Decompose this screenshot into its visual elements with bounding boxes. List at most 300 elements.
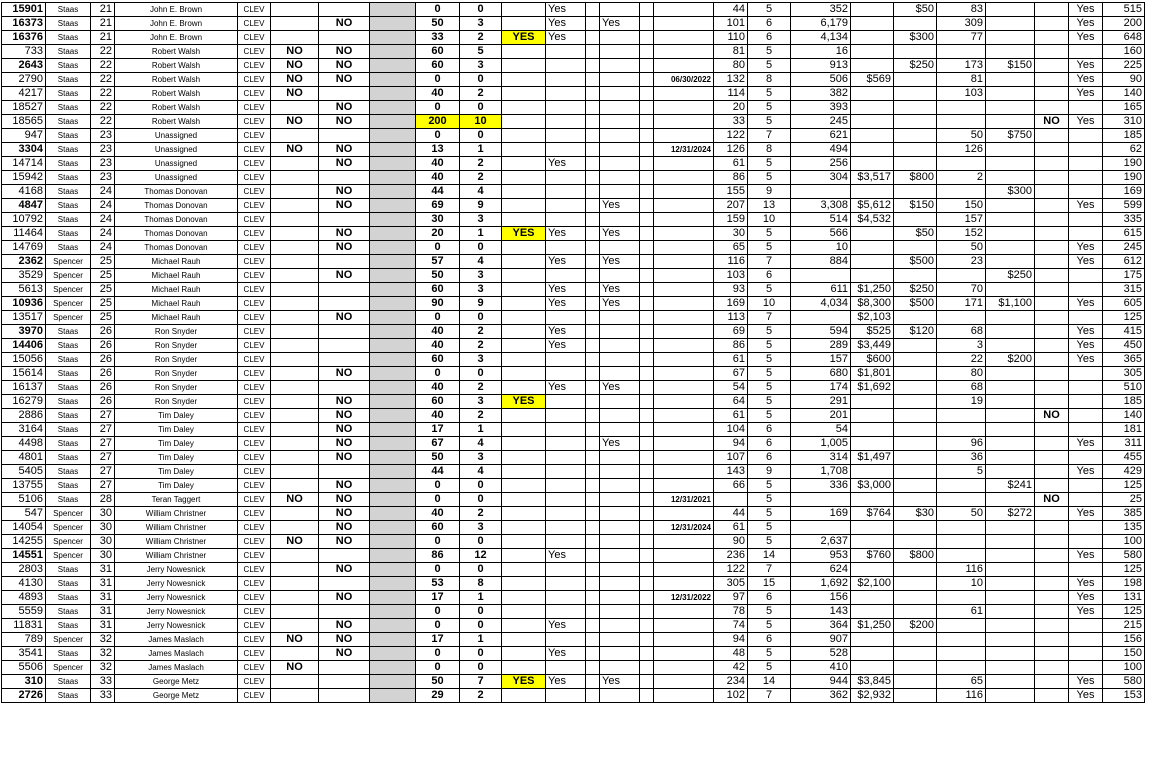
count-a-cell: 0 bbox=[416, 647, 460, 661]
route-cell: 33 bbox=[91, 675, 115, 689]
driver-cell: Robert Walsh bbox=[115, 87, 238, 101]
date-cell: 12/31/2021 bbox=[654, 493, 714, 507]
value-m-cell: 20 bbox=[714, 101, 748, 115]
blank-cell bbox=[586, 591, 600, 605]
yes-col3-cell: Yes bbox=[1069, 465, 1103, 479]
amount-p-cell bbox=[851, 633, 894, 647]
yes-col3-cell: Yes bbox=[1069, 59, 1103, 73]
date-cell bbox=[654, 577, 714, 591]
blank-cell bbox=[586, 3, 600, 17]
record-id-cell: 2790 bbox=[2, 73, 46, 87]
total-cell: 175 bbox=[1103, 269, 1145, 283]
value-n-cell: 6 bbox=[748, 423, 791, 437]
location-cell: CLEV bbox=[238, 129, 271, 143]
total-cell: 185 bbox=[1103, 129, 1145, 143]
value-m-cell: 64 bbox=[714, 395, 748, 409]
location-cell: CLEV bbox=[238, 297, 271, 311]
blank-cell bbox=[640, 129, 654, 143]
no-flag-cell bbox=[1035, 689, 1069, 703]
value-n-cell: 8 bbox=[748, 73, 791, 87]
amount-q-cell bbox=[894, 115, 937, 129]
count-b-cell: 0 bbox=[460, 311, 502, 325]
table-row bbox=[2, 129, 1145, 143]
record-id-cell: 4847 bbox=[2, 199, 46, 213]
amount-q-cell: $250 bbox=[894, 59, 937, 73]
record-id-cell: 13755 bbox=[2, 479, 46, 493]
value-r-cell: 2 bbox=[937, 171, 986, 185]
route-cell: 31 bbox=[91, 591, 115, 605]
yes-col3-cell bbox=[1069, 619, 1103, 633]
value-r-cell bbox=[937, 185, 986, 199]
total-cell: 125 bbox=[1103, 479, 1145, 493]
value-o-cell: 291 bbox=[791, 395, 851, 409]
date-cell bbox=[654, 395, 714, 409]
blank-cell bbox=[640, 185, 654, 199]
flag2-cell: NO bbox=[319, 633, 370, 647]
blank-cell bbox=[640, 535, 654, 549]
shaded-cell bbox=[370, 325, 416, 339]
route-cell: 25 bbox=[91, 283, 115, 297]
amount-q-cell bbox=[894, 409, 937, 423]
value-o-cell: 314 bbox=[791, 451, 851, 465]
amount-q-cell: $500 bbox=[894, 255, 937, 269]
no-flag-cell bbox=[1035, 129, 1069, 143]
total-cell: 580 bbox=[1103, 549, 1145, 563]
total-cell: 305 bbox=[1103, 367, 1145, 381]
route-cell: 22 bbox=[91, 59, 115, 73]
value-o-cell: 514 bbox=[791, 213, 851, 227]
location-cell: CLEV bbox=[238, 199, 271, 213]
agency-cell: Staas bbox=[46, 451, 91, 465]
agency-cell: Staas bbox=[46, 591, 91, 605]
no-flag-cell bbox=[1035, 311, 1069, 325]
value-m-cell: 66 bbox=[714, 479, 748, 493]
driver-cell: Ron Snyder bbox=[115, 395, 238, 409]
total-cell: 169 bbox=[1103, 185, 1145, 199]
agency-cell: Staas bbox=[46, 675, 91, 689]
count-b-cell: 0 bbox=[460, 367, 502, 381]
amount-q-cell bbox=[894, 17, 937, 31]
value-n-cell: 5 bbox=[748, 381, 791, 395]
shaded-cell bbox=[370, 689, 416, 703]
driver-cell: George Metz bbox=[115, 689, 238, 703]
record-id-cell: 5613 bbox=[2, 283, 46, 297]
shaded-cell bbox=[370, 549, 416, 563]
total-cell: 140 bbox=[1103, 87, 1145, 101]
value-m-cell: 81 bbox=[714, 45, 748, 59]
date-cell bbox=[654, 311, 714, 325]
count-a-cell: 0 bbox=[416, 3, 460, 17]
yes-col1-cell: Yes bbox=[546, 255, 586, 269]
yes-col3-cell: Yes bbox=[1069, 17, 1103, 31]
date-cell bbox=[654, 353, 714, 367]
total-cell: 455 bbox=[1103, 451, 1145, 465]
driver-cell: James Maslach bbox=[115, 661, 238, 675]
record-id-cell: 2886 bbox=[2, 409, 46, 423]
count-a-cell: 0 bbox=[416, 493, 460, 507]
no-flag-cell bbox=[1035, 675, 1069, 689]
route-cell: 33 bbox=[91, 689, 115, 703]
amount-s-cell: $241 bbox=[986, 479, 1035, 493]
amount-q-cell bbox=[894, 689, 937, 703]
date-cell bbox=[654, 367, 714, 381]
no-flag-cell bbox=[1035, 367, 1069, 381]
count-a-cell: 57 bbox=[416, 255, 460, 269]
yes-col1-cell bbox=[546, 661, 586, 675]
yes-col2-cell bbox=[600, 465, 640, 479]
yes-col2-cell bbox=[600, 143, 640, 157]
count-b-cell: 0 bbox=[460, 647, 502, 661]
location-cell: CLEV bbox=[238, 521, 271, 535]
value-m-cell: 159 bbox=[714, 213, 748, 227]
location-cell: CLEV bbox=[238, 479, 271, 493]
value-r-cell: 10 bbox=[937, 577, 986, 591]
table-row bbox=[2, 311, 1145, 325]
yes-flag-cell bbox=[502, 283, 546, 297]
value-n-cell: 6 bbox=[748, 633, 791, 647]
value-r-cell: 65 bbox=[937, 675, 986, 689]
flag1-cell bbox=[271, 647, 319, 661]
amount-s-cell bbox=[986, 101, 1035, 115]
value-o-cell: 382 bbox=[791, 87, 851, 101]
amount-p-cell bbox=[851, 563, 894, 577]
date-cell bbox=[654, 255, 714, 269]
value-r-cell: 50 bbox=[937, 507, 986, 521]
value-r-cell bbox=[937, 619, 986, 633]
value-m-cell: 80 bbox=[714, 59, 748, 73]
table-row bbox=[2, 269, 1145, 283]
date-cell bbox=[654, 563, 714, 577]
amount-p-cell bbox=[851, 423, 894, 437]
amount-p-cell: $600 bbox=[851, 353, 894, 367]
value-r-cell bbox=[937, 633, 986, 647]
value-n-cell: 14 bbox=[748, 549, 791, 563]
date-cell bbox=[654, 269, 714, 283]
count-a-cell: 40 bbox=[416, 157, 460, 171]
route-cell: 25 bbox=[91, 297, 115, 311]
date-cell bbox=[654, 17, 714, 31]
flag2-cell bbox=[319, 465, 370, 479]
yes-col2-cell bbox=[600, 521, 640, 535]
amount-q-cell: $150 bbox=[894, 199, 937, 213]
count-b-cell: 3 bbox=[460, 213, 502, 227]
flag1-cell bbox=[271, 199, 319, 213]
blank-cell bbox=[640, 87, 654, 101]
record-id-cell: 2643 bbox=[2, 59, 46, 73]
yes-col2-cell bbox=[600, 367, 640, 381]
total-cell: 605 bbox=[1103, 297, 1145, 311]
amount-p-cell bbox=[851, 521, 894, 535]
yes-flag-cell: YES bbox=[502, 675, 546, 689]
location-cell: CLEV bbox=[238, 591, 271, 605]
yes-col3-cell bbox=[1069, 101, 1103, 115]
flag1-cell bbox=[271, 591, 319, 605]
value-r-cell bbox=[937, 157, 986, 171]
yes-col3-cell: Yes bbox=[1069, 549, 1103, 563]
no-flag-cell bbox=[1035, 143, 1069, 157]
yes-col1-cell bbox=[546, 367, 586, 381]
total-cell: 131 bbox=[1103, 591, 1145, 605]
amount-p-cell: $4,532 bbox=[851, 213, 894, 227]
value-r-cell: 171 bbox=[937, 297, 986, 311]
shaded-cell bbox=[370, 395, 416, 409]
date-cell bbox=[654, 339, 714, 353]
blank-cell bbox=[640, 367, 654, 381]
yes-col1-cell: Yes bbox=[546, 31, 586, 45]
count-b-cell: 4 bbox=[460, 185, 502, 199]
count-b-cell: 2 bbox=[460, 157, 502, 171]
count-a-cell: 13 bbox=[416, 143, 460, 157]
value-n-cell: 10 bbox=[748, 297, 791, 311]
location-cell: CLEV bbox=[238, 17, 271, 31]
count-b-cell: 0 bbox=[460, 241, 502, 255]
yes-flag-cell bbox=[502, 87, 546, 101]
value-m-cell: 122 bbox=[714, 563, 748, 577]
record-id-cell: 3304 bbox=[2, 143, 46, 157]
yes-flag-cell bbox=[502, 661, 546, 675]
yes-col2-cell bbox=[600, 493, 640, 507]
value-r-cell: 68 bbox=[937, 381, 986, 395]
location-cell: CLEV bbox=[238, 325, 271, 339]
location-cell: CLEV bbox=[238, 563, 271, 577]
value-o-cell: 944 bbox=[791, 675, 851, 689]
yes-col3-cell: Yes bbox=[1069, 255, 1103, 269]
count-a-cell: 50 bbox=[416, 269, 460, 283]
value-r-cell: 173 bbox=[937, 59, 986, 73]
total-cell: 198 bbox=[1103, 577, 1145, 591]
total-cell: 310 bbox=[1103, 115, 1145, 129]
flag1-cell bbox=[271, 227, 319, 241]
agency-cell: Spencer bbox=[46, 507, 91, 521]
value-m-cell: 97 bbox=[714, 591, 748, 605]
blank-cell bbox=[640, 451, 654, 465]
flag1-cell bbox=[271, 339, 319, 353]
yes-col3-cell: Yes bbox=[1069, 675, 1103, 689]
blank-cell bbox=[640, 17, 654, 31]
amount-p-cell: $760 bbox=[851, 549, 894, 563]
value-r-cell: 36 bbox=[937, 451, 986, 465]
driver-cell: Robert Walsh bbox=[115, 101, 238, 115]
flag2-cell bbox=[319, 353, 370, 367]
count-a-cell: 0 bbox=[416, 479, 460, 493]
value-o-cell: 1,005 bbox=[791, 437, 851, 451]
value-o-cell: 566 bbox=[791, 227, 851, 241]
count-a-cell: 40 bbox=[416, 381, 460, 395]
yes-col1-cell bbox=[546, 199, 586, 213]
record-id-cell: 4168 bbox=[2, 185, 46, 199]
flag2-cell bbox=[319, 661, 370, 675]
count-a-cell: 0 bbox=[416, 563, 460, 577]
total-cell: 125 bbox=[1103, 311, 1145, 325]
date-cell bbox=[654, 87, 714, 101]
yes-col1-cell bbox=[546, 409, 586, 423]
yes-flag-cell bbox=[502, 549, 546, 563]
blank-cell bbox=[640, 605, 654, 619]
no-flag-cell bbox=[1035, 73, 1069, 87]
no-flag-cell bbox=[1035, 395, 1069, 409]
flag2-cell: NO bbox=[319, 73, 370, 87]
total-cell: 225 bbox=[1103, 59, 1145, 73]
yes-col2-cell: Yes bbox=[600, 17, 640, 31]
yes-col1-cell bbox=[546, 689, 586, 703]
flag2-cell bbox=[319, 689, 370, 703]
total-cell: 385 bbox=[1103, 507, 1145, 521]
table-row bbox=[2, 227, 1145, 241]
count-a-cell: 200 bbox=[416, 115, 460, 129]
no-flag-cell bbox=[1035, 605, 1069, 619]
route-cell: 23 bbox=[91, 143, 115, 157]
record-id-cell: 5405 bbox=[2, 465, 46, 479]
amount-q-cell bbox=[894, 241, 937, 255]
value-m-cell: 102 bbox=[714, 689, 748, 703]
yes-flag-cell bbox=[502, 367, 546, 381]
date-cell bbox=[654, 157, 714, 171]
yes-col1-cell: Yes bbox=[546, 339, 586, 353]
location-cell: CLEV bbox=[238, 311, 271, 325]
value-m-cell: 44 bbox=[714, 507, 748, 521]
amount-p-cell bbox=[851, 535, 894, 549]
yes-flag-cell bbox=[502, 255, 546, 269]
flag2-cell: NO bbox=[319, 311, 370, 325]
driver-cell: Michael Rauh bbox=[115, 311, 238, 325]
blank-cell bbox=[640, 339, 654, 353]
table-row bbox=[2, 661, 1145, 675]
amount-s-cell bbox=[986, 521, 1035, 535]
yes-col2-cell bbox=[600, 59, 640, 73]
value-n-cell: 5 bbox=[748, 535, 791, 549]
amount-p-cell bbox=[851, 493, 894, 507]
blank-cell bbox=[586, 73, 600, 87]
yes-col2-cell bbox=[600, 185, 640, 199]
agency-cell: Staas bbox=[46, 199, 91, 213]
route-cell: 22 bbox=[91, 101, 115, 115]
blank-cell bbox=[586, 353, 600, 367]
yes-col1-cell bbox=[546, 423, 586, 437]
flag1-cell bbox=[271, 423, 319, 437]
record-id-cell: 13517 bbox=[2, 311, 46, 325]
agency-cell: Spencer bbox=[46, 269, 91, 283]
agency-cell: Staas bbox=[46, 479, 91, 493]
yes-col2-cell bbox=[600, 395, 640, 409]
shaded-cell bbox=[370, 633, 416, 647]
yes-col1-cell bbox=[546, 241, 586, 255]
location-cell: CLEV bbox=[238, 185, 271, 199]
amount-q-cell bbox=[894, 577, 937, 591]
date-cell bbox=[654, 675, 714, 689]
yes-col2-cell bbox=[600, 605, 640, 619]
driver-cell: Tim Daley bbox=[115, 451, 238, 465]
shaded-cell bbox=[370, 675, 416, 689]
flag1-cell bbox=[271, 549, 319, 563]
shaded-cell bbox=[370, 115, 416, 129]
value-n-cell: 15 bbox=[748, 577, 791, 591]
amount-q-cell bbox=[894, 423, 937, 437]
driver-cell: Robert Walsh bbox=[115, 45, 238, 59]
no-flag-cell bbox=[1035, 87, 1069, 101]
total-cell: 160 bbox=[1103, 45, 1145, 59]
yes-flag-cell bbox=[502, 101, 546, 115]
count-b-cell: 3 bbox=[460, 269, 502, 283]
amount-s-cell bbox=[986, 143, 1035, 157]
yes-col3-cell bbox=[1069, 521, 1103, 535]
blank-cell bbox=[640, 45, 654, 59]
yes-flag-cell bbox=[502, 143, 546, 157]
driver-cell: Robert Walsh bbox=[115, 59, 238, 73]
amount-q-cell: $300 bbox=[894, 31, 937, 45]
value-r-cell bbox=[937, 591, 986, 605]
driver-cell: William Christner bbox=[115, 549, 238, 563]
amount-p-cell: $1,497 bbox=[851, 451, 894, 465]
value-o-cell: 4,134 bbox=[791, 31, 851, 45]
flag2-cell bbox=[319, 3, 370, 17]
amount-p-cell: $2,932 bbox=[851, 689, 894, 703]
amount-q-cell bbox=[894, 605, 937, 619]
count-b-cell: 0 bbox=[460, 479, 502, 493]
yes-col1-cell bbox=[546, 269, 586, 283]
amount-q-cell bbox=[894, 129, 937, 143]
count-b-cell: 2 bbox=[460, 31, 502, 45]
location-cell: CLEV bbox=[238, 31, 271, 45]
driver-cell: Ron Snyder bbox=[115, 325, 238, 339]
flag1-cell: NO bbox=[271, 143, 319, 157]
amount-s-cell bbox=[986, 437, 1035, 451]
count-a-cell: 40 bbox=[416, 171, 460, 185]
count-a-cell: 40 bbox=[416, 325, 460, 339]
agency-cell: Spencer bbox=[46, 661, 91, 675]
date-cell bbox=[654, 101, 714, 115]
amount-s-cell bbox=[986, 535, 1035, 549]
count-a-cell: 0 bbox=[416, 661, 460, 675]
agency-cell: Spencer bbox=[46, 283, 91, 297]
driver-cell: Teran Taggert bbox=[115, 493, 238, 507]
amount-q-cell bbox=[894, 45, 937, 59]
blank-cell bbox=[586, 409, 600, 423]
yes-col1-cell: Yes bbox=[546, 325, 586, 339]
value-m-cell: 78 bbox=[714, 605, 748, 619]
route-cell: 28 bbox=[91, 493, 115, 507]
table-row bbox=[2, 3, 1145, 17]
shaded-cell bbox=[370, 31, 416, 45]
shaded-cell bbox=[370, 143, 416, 157]
value-m-cell: 65 bbox=[714, 241, 748, 255]
agency-cell: Staas bbox=[46, 437, 91, 451]
amount-p-cell bbox=[851, 143, 894, 157]
location-cell: CLEV bbox=[238, 549, 271, 563]
date-cell bbox=[654, 171, 714, 185]
amount-q-cell: $30 bbox=[894, 507, 937, 521]
date-cell bbox=[654, 297, 714, 311]
flag1-cell bbox=[271, 605, 319, 619]
blank-cell bbox=[586, 241, 600, 255]
flag2-cell bbox=[319, 325, 370, 339]
total-cell: 200 bbox=[1103, 17, 1145, 31]
route-cell: 25 bbox=[91, 311, 115, 325]
location-cell: CLEV bbox=[238, 353, 271, 367]
blank-cell bbox=[640, 353, 654, 367]
blank-cell bbox=[640, 549, 654, 563]
amount-q-cell bbox=[894, 451, 937, 465]
no-flag-cell: NO bbox=[1035, 115, 1069, 129]
yes-col1-cell: Yes bbox=[546, 283, 586, 297]
record-id-cell: 15056 bbox=[2, 353, 46, 367]
value-o-cell: 884 bbox=[791, 255, 851, 269]
value-n-cell: 5 bbox=[748, 227, 791, 241]
location-cell: CLEV bbox=[238, 605, 271, 619]
amount-s-cell bbox=[986, 563, 1035, 577]
yes-col2-cell: Yes bbox=[600, 297, 640, 311]
amount-s-cell: $200 bbox=[986, 353, 1035, 367]
yes-col3-cell: Yes bbox=[1069, 297, 1103, 311]
